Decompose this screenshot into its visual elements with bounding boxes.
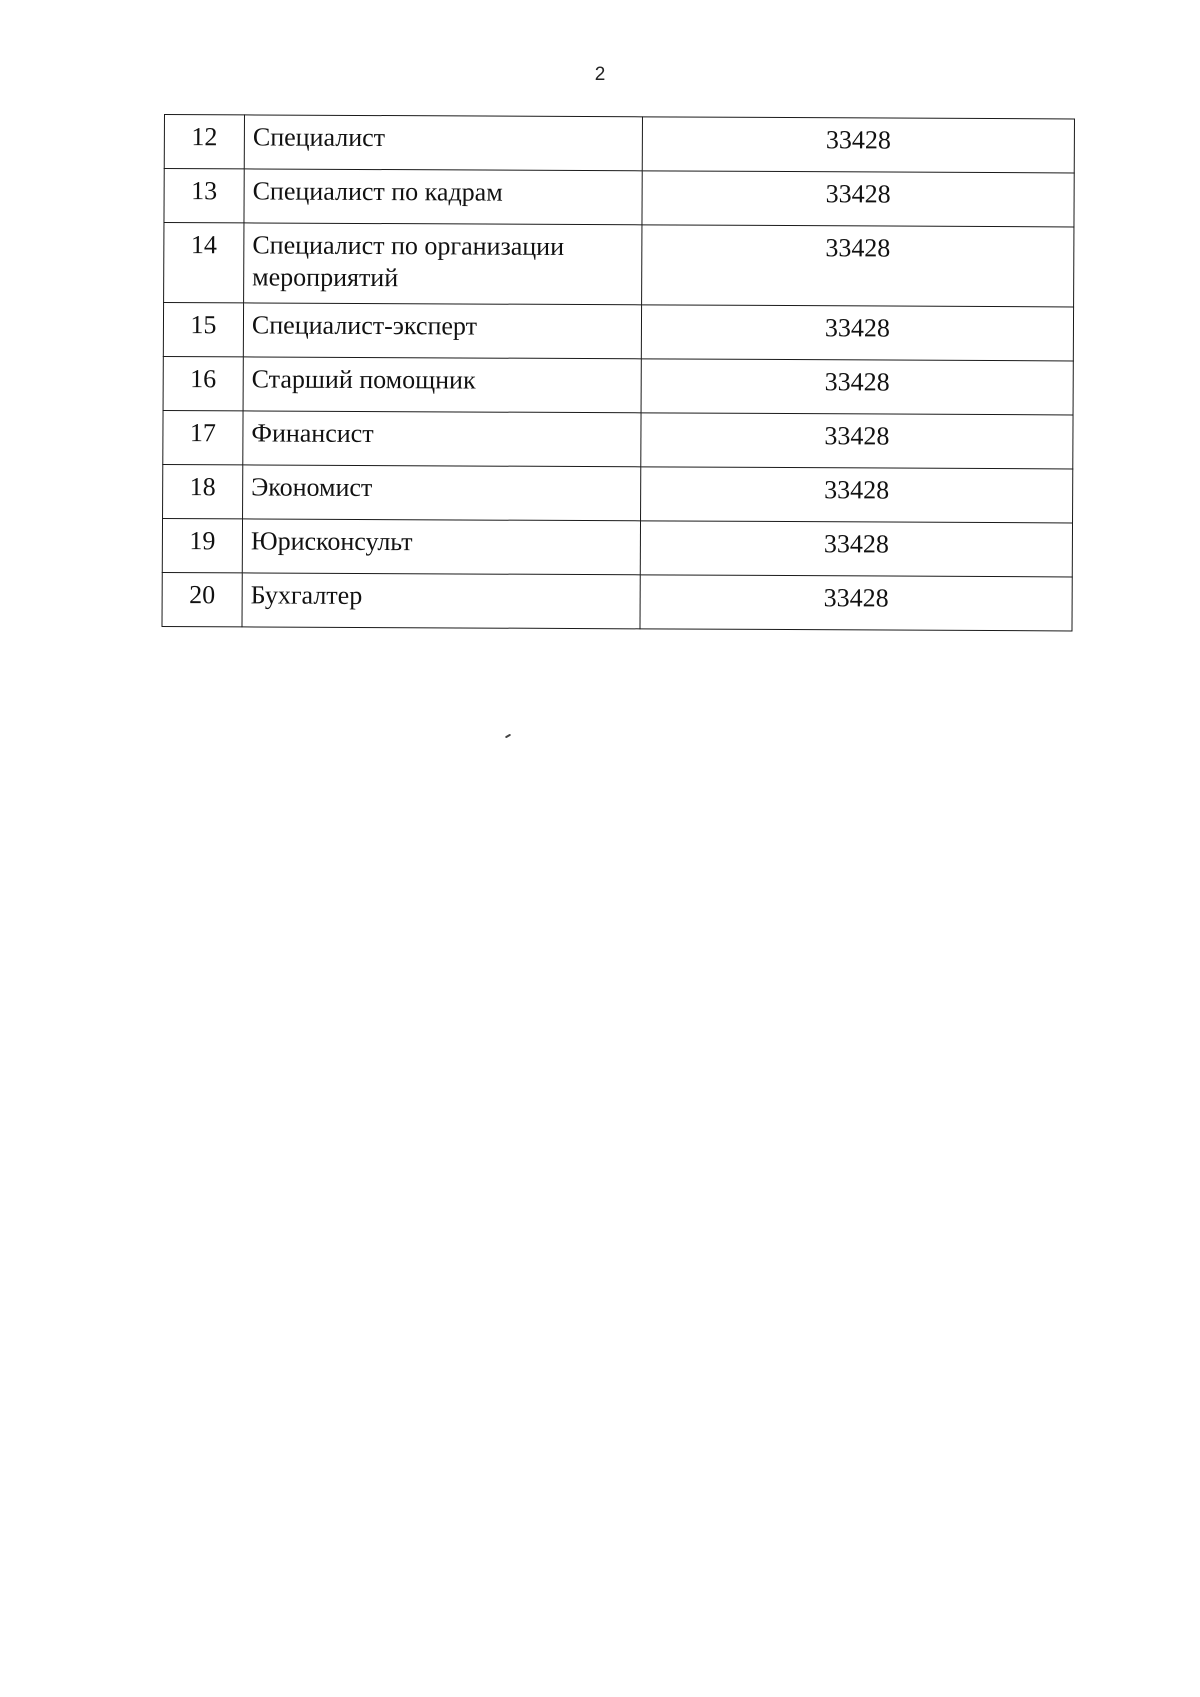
salary-value: 33428 (641, 305, 1073, 361)
salary-table (161, 114, 1074, 631)
table-row (164, 223, 1074, 307)
position-title: Бухгалтер (242, 573, 640, 629)
row-number: 20 (162, 572, 242, 626)
salary-value: 33428 (641, 359, 1073, 415)
row-number: 13 (164, 169, 244, 223)
row-number: 14 (164, 223, 244, 303)
table-row (164, 115, 1074, 173)
row-number: 18 (163, 464, 243, 518)
page-number: 2 (594, 64, 606, 85)
salary-value: 33428 (642, 117, 1074, 173)
position-title: Старший помощник (243, 357, 641, 413)
table-row (163, 410, 1073, 468)
position-title: Специалист (244, 115, 642, 171)
salary-value: 33428 (642, 225, 1074, 307)
position-title: Специалист-эксперт (243, 303, 641, 359)
position-title: Юрисконсульт (242, 519, 640, 575)
position-title: Специалист по кадрам (244, 169, 642, 225)
table-row (164, 169, 1074, 227)
position-title: Специалист по организации мероприятий (244, 223, 642, 305)
row-number: 15 (163, 303, 243, 357)
table-row (163, 464, 1073, 522)
row-number: 16 (163, 356, 243, 410)
row-number: 19 (162, 518, 242, 572)
salary-value: 33428 (640, 521, 1072, 577)
table-row (163, 356, 1073, 414)
scan-speck (505, 734, 511, 739)
salary-table-container (161, 114, 1073, 631)
position-title: Финансист (243, 411, 641, 467)
salary-value: 33428 (640, 575, 1072, 631)
row-number: 12 (164, 115, 244, 169)
row-number: 17 (163, 410, 243, 464)
salary-value: 33428 (641, 467, 1073, 523)
table-row (162, 518, 1072, 576)
table-row (162, 572, 1072, 630)
position-title: Экономист (243, 465, 641, 521)
salary-value: 33428 (641, 413, 1073, 469)
table-row (163, 303, 1073, 361)
salary-value: 33428 (642, 171, 1074, 227)
